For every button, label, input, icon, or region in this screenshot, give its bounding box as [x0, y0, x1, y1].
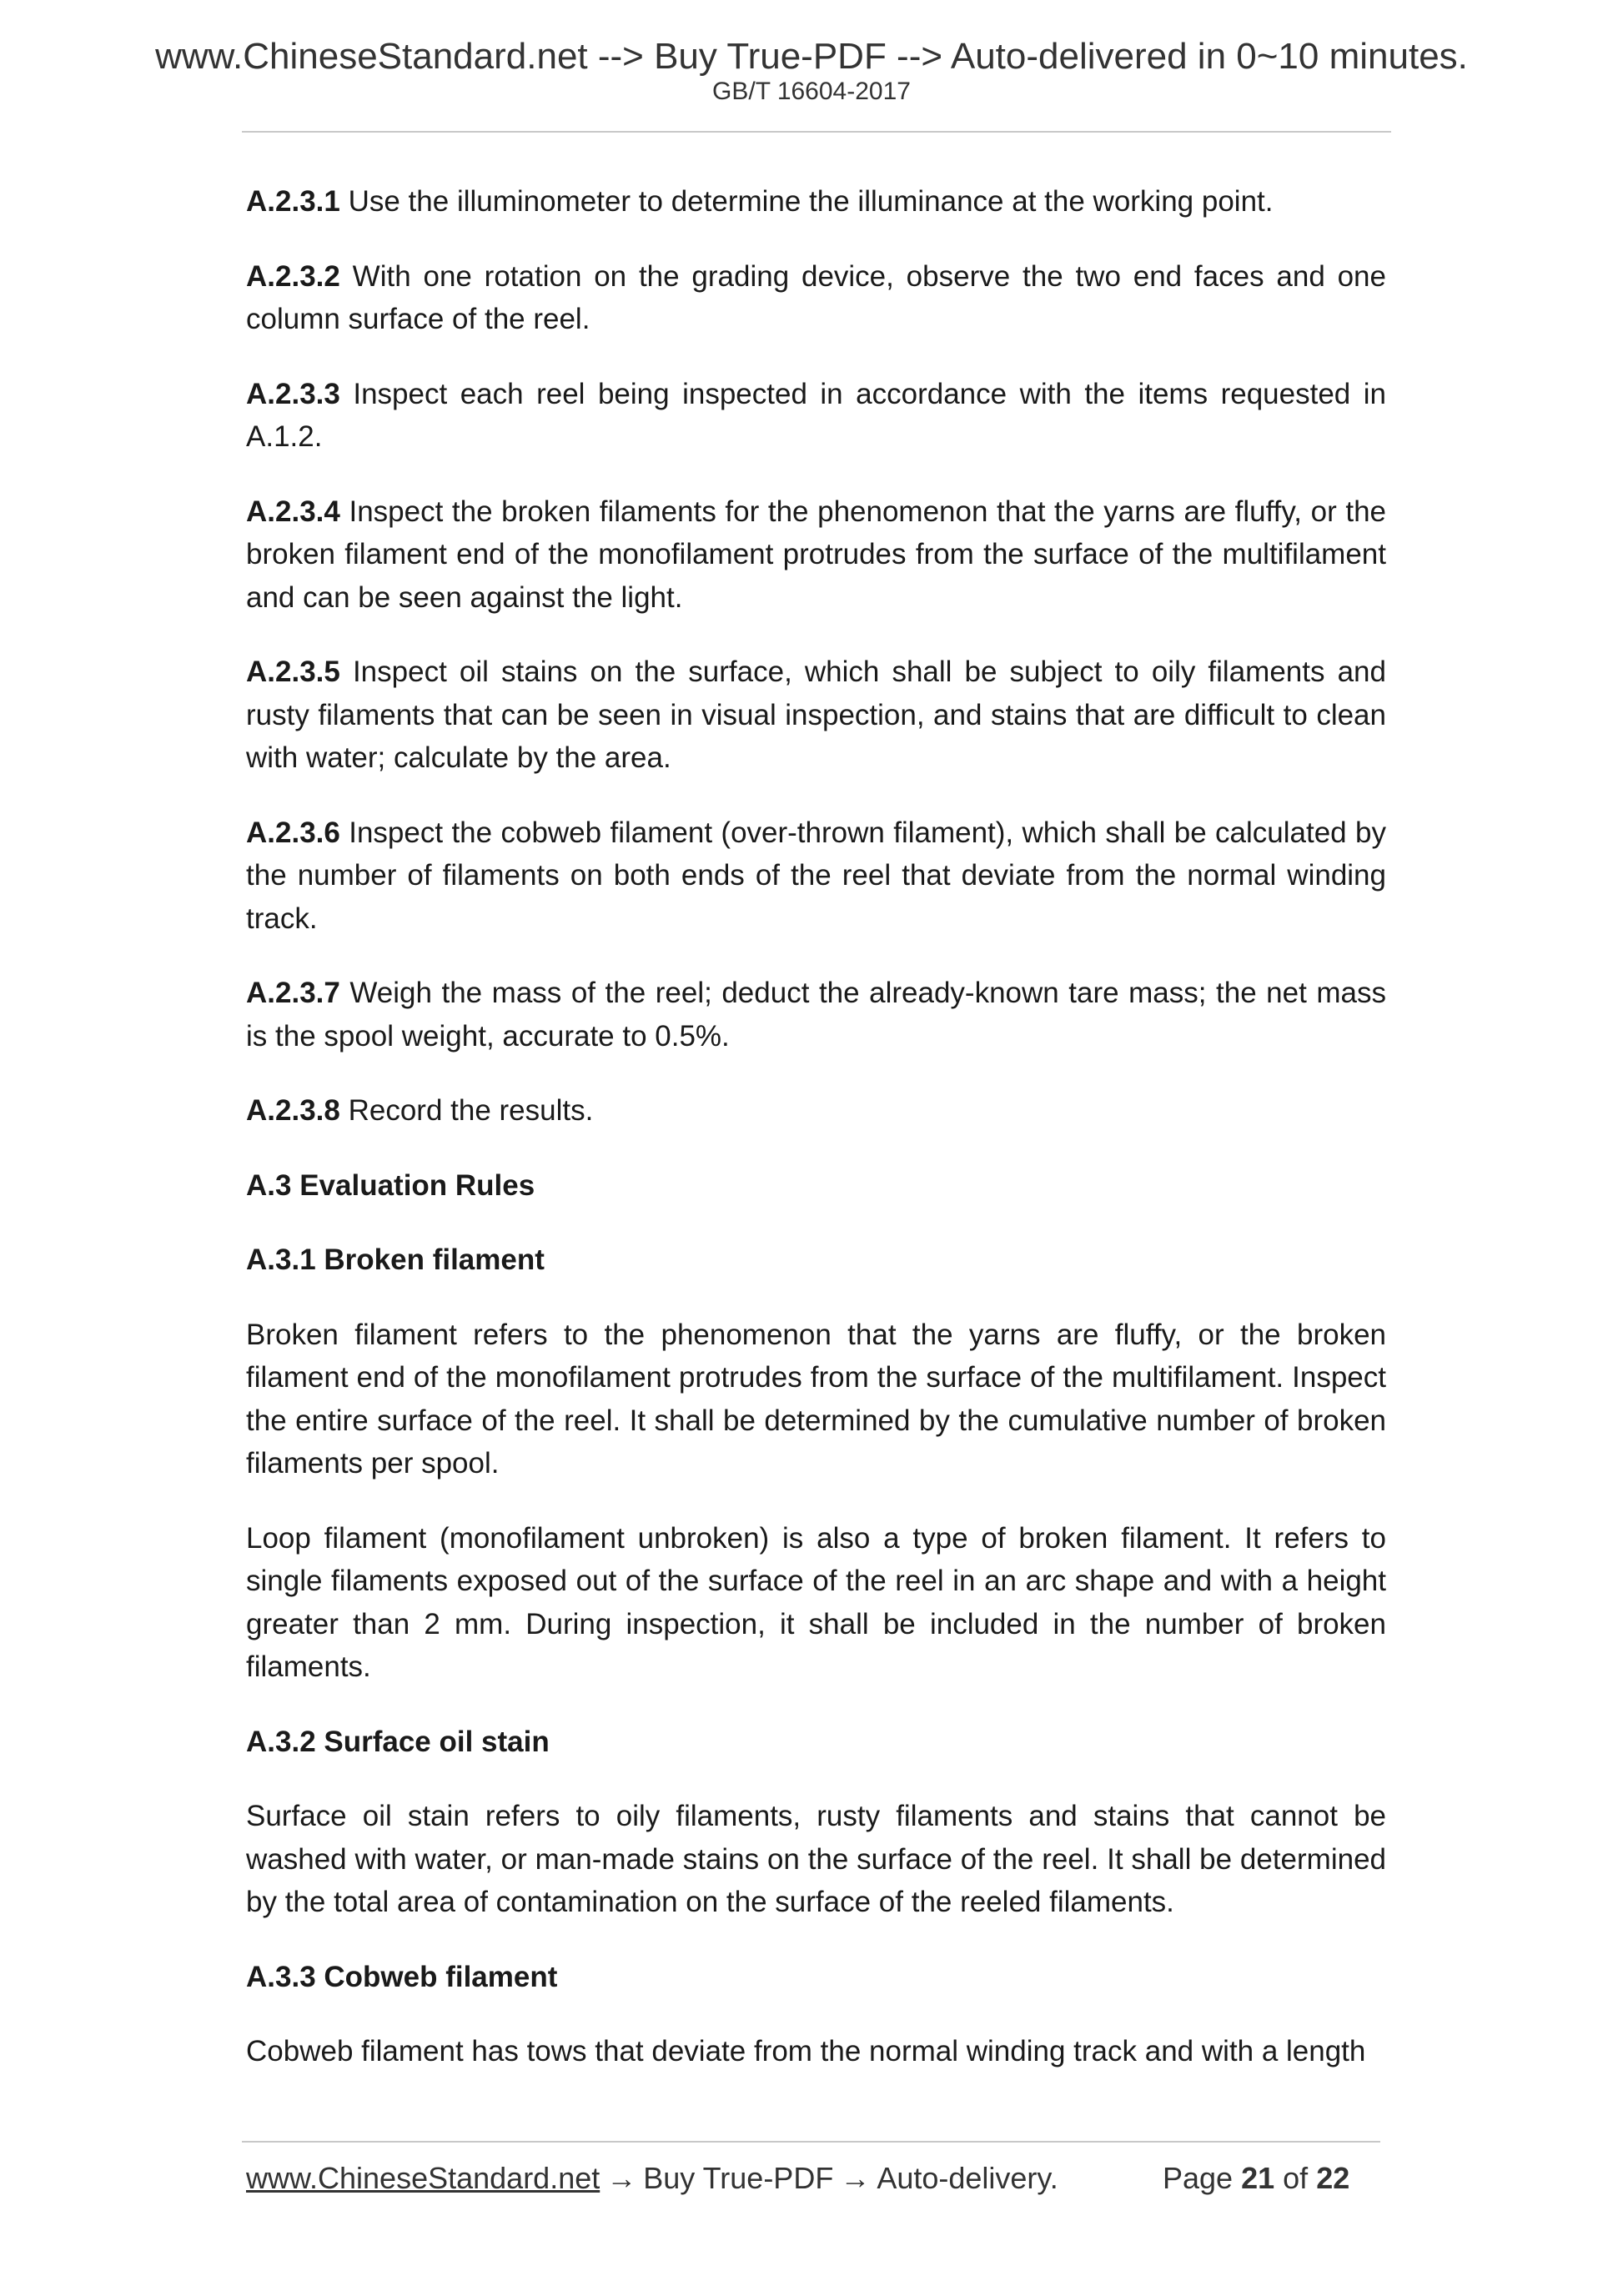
clause-number: A.2.3.7 — [246, 977, 340, 1009]
clause-text: Record the results. — [348, 1094, 594, 1127]
clause-a-2-3-6 — [246, 811, 1386, 941]
clause-number: A.2.3.6 — [246, 816, 340, 849]
clause-text: Inspect the cobweb filament (over-thrown filament), which shall be calculated by the number of filaments on both ends of the reel that deviate from the normal winding track. — [246, 816, 1386, 935]
paragraph-surface-oil-stain: Surface oil stain refers to oily filaments, rusty filaments and stains that cannot be washed with water, or man-made stains on the surface of the reel. It shall be determined by the total area of contamination on the surface of the reeled filaments. — [246, 1800, 1386, 1918]
clause-text: Use the illuminometer to determine the illuminance at the working point. — [348, 185, 1274, 218]
total-page-count: 22 — [1316, 2161, 1350, 2195]
paragraph-loop-filament: Loop filament (monofilament unbroken) is also a type of broken filament. It refers to single filaments exposed out of the surface of the reel in an arc shape and with a height greater than 2 mm. During inspection, it shall be included in the number of broken filaments. — [246, 1521, 1386, 1683]
clause-a-2-3-2 — [246, 255, 1386, 341]
footer-site-link[interactable]: www.ChineseStandard.net — [246, 2161, 600, 2195]
document-body — [246, 180, 1386, 2073]
clause-text: Inspect the broken filaments for the phenomenon that the yarns are fluffy, or the broken filament end of the monofilament protrudes from the surface of the multifilament and can be seen against the light. — [246, 495, 1386, 614]
section-heading-a-3-3: A.3.3 Cobweb filament — [246, 1960, 558, 1993]
clause-a-2-3-3 — [246, 373, 1386, 459]
clause-number: A.2.3.2 — [246, 259, 340, 293]
paragraph-cobweb-filament: Cobweb filament has tows that deviate from the normal winding track and with a length — [246, 2035, 1366, 2067]
clause-number: A.2.3.1 — [246, 185, 340, 218]
arrow-right-icon: → — [840, 2161, 871, 2195]
page-indicator — [1163, 2160, 1349, 2197]
clause-number: A.2.3.3 — [246, 377, 340, 410]
current-page-number: 21 — [1241, 2161, 1275, 2195]
section-heading-a-3-2: A.3.2 Surface oil stain — [246, 1725, 550, 1758]
clause-a-2-3-5 — [246, 651, 1386, 780]
clause-a-2-3-4 — [246, 490, 1386, 620]
clause-number: A.2.3.8 — [246, 1094, 340, 1127]
header-divider — [242, 131, 1391, 133]
page-label: Page — [1163, 2161, 1234, 2195]
clause-text: Inspect oil stains on the surface, which shall be subject to oily filaments and rusty filaments that can be seen in visual inspection, and stains that are difficult to clean with water; calculate by the area. — [246, 656, 1386, 774]
clause-a-2-3-7 — [246, 972, 1386, 1058]
header-banner: www.ChineseStandard.net --> Buy True-PDF --> Auto-delivered in 0~10 minutes. — [155, 36, 1468, 77]
footer-promo — [246, 2160, 1058, 2197]
footer-buy-text: Buy True-PDF — [643, 2161, 834, 2195]
of-label: of — [1283, 2161, 1309, 2195]
footer-auto-text: Auto-delivery. — [877, 2161, 1058, 2195]
clause-a-2-3-8 — [246, 1089, 1386, 1133]
clause-a-2-3-1 — [246, 180, 1386, 224]
clause-text: With one rotation on the grading device, observe the two end faces and one column surface of the reel. — [246, 259, 1386, 335]
paragraph-broken-filament: Broken filament refers to the phenomenon that the yarns are fluffy, or the broken filament end of the monofilament protrudes from the surface of the multifilament. Inspect the entire surface of the reel. It shall be determined by the cumulative number of broken filaments per spool. — [246, 1318, 1386, 1480]
clause-number: A.2.3.5 — [246, 656, 340, 688]
section-heading-a-3-1: A.3.1 Broken filament — [246, 1243, 545, 1276]
arrow-right-icon: → — [606, 2161, 637, 2195]
footer-divider — [242, 2141, 1380, 2143]
clause-text: Weigh the mass of the reel; deduct the already-known tare mass; the net mass is the spool weight, accurate to 0.5%. — [246, 977, 1386, 1053]
section-heading-a-3: A.3 Evaluation Rules — [246, 1168, 535, 1202]
clause-number: A.2.3.4 — [246, 495, 340, 528]
standard-number: GB/T 16604-2017 — [712, 78, 911, 105]
clause-text: Inspect each reel being inspected in accordance with the items requested in A.1.2. — [246, 377, 1386, 453]
